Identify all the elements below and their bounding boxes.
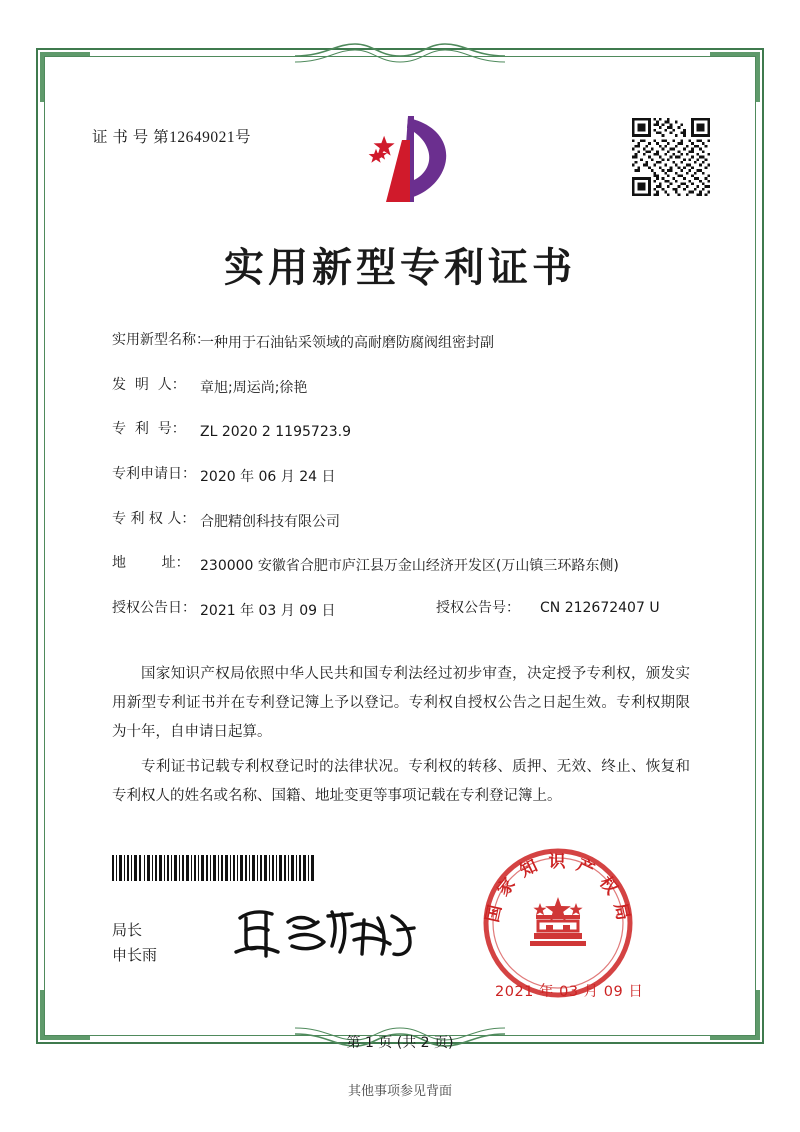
field-row-grant-announcement — [112, 601, 692, 623]
seal-text: 国 家 知 识 产 权 局 — [482, 852, 634, 925]
paragraph-1: 国家知识产权局依照中华人民共和国专利法经过初步审查，决定授予专利权，颁发实用新型专利证书并在专利登记簿上予以登记。专利权自授权公告之日起生效。专利权期限为十年，自申请日起算。 — [112, 666, 690, 740]
field-label: 实用新型名称： — [112, 332, 210, 348]
field-value: ZL 2020 2 1195723.9 — [200, 424, 351, 441]
scroll-ornament-top — [295, 42, 505, 68]
signature-block — [112, 918, 157, 968]
field-row-address — [112, 556, 692, 578]
paragraph-2: 专利证书记载专利权登记时的法律状况。专利权的转移、质押、无效、终止、恢复和专利权人的姓名或名称、国籍、地址变更等事项记载在专利登记簿上。 — [112, 759, 690, 804]
field-list — [112, 333, 692, 646]
qr-code-icon — [632, 118, 710, 196]
field-value-grant-date: 2021 年 03 月 09 日 — [200, 603, 336, 620]
corner-ornament-top-right — [710, 52, 760, 102]
cnipa-logo-icon — [352, 110, 462, 210]
field-label-grant-number: 授权公告号： — [436, 600, 520, 617]
page-title: 实用新型专利证书 — [224, 244, 576, 291]
page-number: 第 1 页 (共 2 页) — [346, 1035, 454, 1051]
field-value: 2020 年 06 月 24 日 — [200, 469, 336, 486]
field-label: 地 址： — [112, 555, 190, 572]
barcode-icon — [112, 855, 314, 881]
field-row-application-date — [112, 467, 692, 489]
legal-text — [112, 660, 690, 817]
field-row-inventor — [112, 378, 692, 400]
field-value: 合肥精创科技有限公司 — [200, 513, 340, 530]
field-label: 专利申请日： — [112, 466, 196, 483]
field-value: 230000 安徽省合肥市庐江县万金山经济开发区(万山镇三环路东侧) — [200, 558, 619, 575]
field-label: 专 利 号： — [112, 421, 186, 438]
field-value: 章旭;周运尚;徐艳 — [200, 379, 308, 396]
field-row-utility-model-name — [112, 333, 692, 355]
field-value: 一种用于石油钻采领域的高耐磨防腐阀组密封副 — [200, 335, 494, 351]
field-label-grant-date: 授权公告日： — [112, 600, 196, 617]
certificate-number: 证 书 号 第12649021号 — [92, 129, 252, 146]
footer-note: 其他事项参见背面 — [347, 1084, 452, 1099]
field-row-patent-number — [112, 422, 692, 444]
seal-date: 2021 年 03 月 09 日 — [495, 984, 644, 1000]
handwritten-signature — [232, 900, 422, 964]
corner-ornament-top-left — [40, 52, 90, 102]
field-value-grant-number: CN 212672407 U — [540, 600, 660, 617]
signature-title: 局长 — [112, 921, 143, 939]
signature-name: 申长雨 — [112, 945, 158, 964]
field-label: 专 利 权 人： — [112, 510, 196, 527]
field-label: 发 明 人： — [112, 376, 186, 393]
official-seal-icon — [480, 845, 636, 1001]
field-row-patentee — [112, 512, 692, 534]
